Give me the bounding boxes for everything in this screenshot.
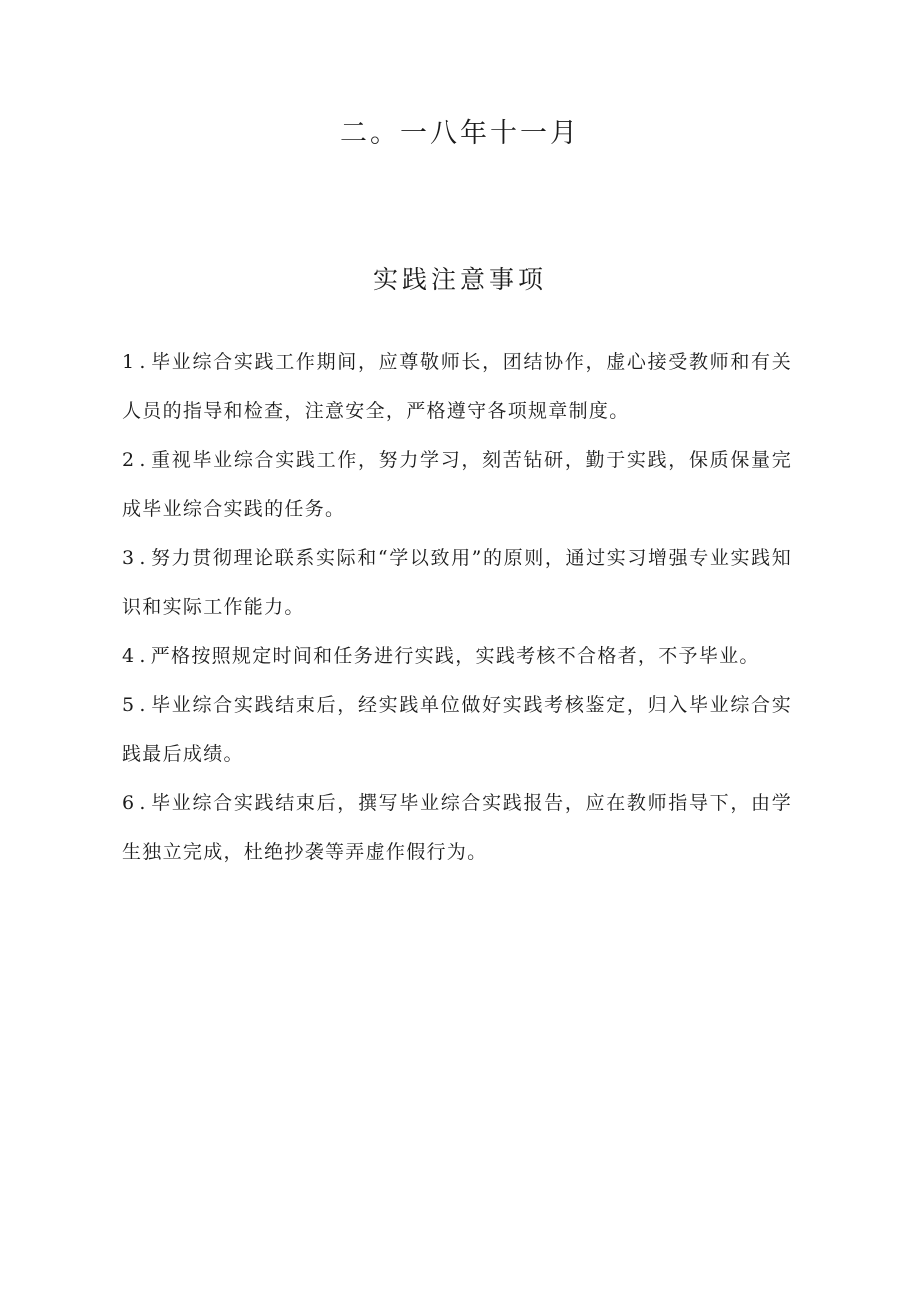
date-heading: 二。一八年十一月 bbox=[340, 118, 580, 149]
note-item bbox=[122, 534, 792, 632]
note-item bbox=[122, 436, 792, 534]
note-text: 毕业综合实践工作期间，应尊敬师长，团结协作，虚心接受教师和有关人员的指导和检查，注意安全，严格遵守各项规章制度。 bbox=[122, 351, 792, 422]
note-number: 2 bbox=[122, 449, 136, 471]
note-separator: . bbox=[139, 792, 147, 814]
note-number: 1 bbox=[122, 351, 136, 373]
section-title: 实践注意事项 bbox=[372, 265, 547, 294]
note-text: 重视毕业综合实践工作，努力学习，刻苦钻研，勤于实践，保质保量完成毕业综合实践的任务。 bbox=[122, 449, 792, 520]
note-separator: . bbox=[139, 351, 147, 373]
note-separator: . bbox=[139, 449, 147, 471]
note-separator: . bbox=[139, 547, 147, 569]
note-number: 5 bbox=[122, 694, 136, 716]
note-separator: . bbox=[139, 694, 147, 716]
note-number: 3 bbox=[122, 547, 136, 569]
note-item bbox=[122, 681, 792, 779]
note-text: 努力贯彻理论联系实际和“学以致用”的原则，通过实习增强专业实践知识和实际工作能力。 bbox=[122, 547, 792, 618]
note-text: 严格按照规定时间和任务进行实践，实践考核不合格者，不予毕业。 bbox=[150, 645, 760, 667]
note-text: 毕业综合实践结束后，经实践单位做好实践考核鉴定，归入毕业综合实践最后成绩。 bbox=[122, 694, 792, 765]
note-text: 毕业综合实践结束后，撰写毕业综合实践报告，应在教师指导下，由学生独立完成，杜绝抄袭等弄虚作假行为。 bbox=[122, 792, 792, 863]
note-separator: . bbox=[139, 645, 147, 667]
notes-list bbox=[122, 338, 792, 877]
note-item bbox=[122, 338, 792, 436]
note-item bbox=[122, 779, 792, 877]
note-number: 6 bbox=[122, 792, 136, 814]
note-item bbox=[122, 632, 792, 681]
note-number: 4 bbox=[122, 645, 136, 667]
